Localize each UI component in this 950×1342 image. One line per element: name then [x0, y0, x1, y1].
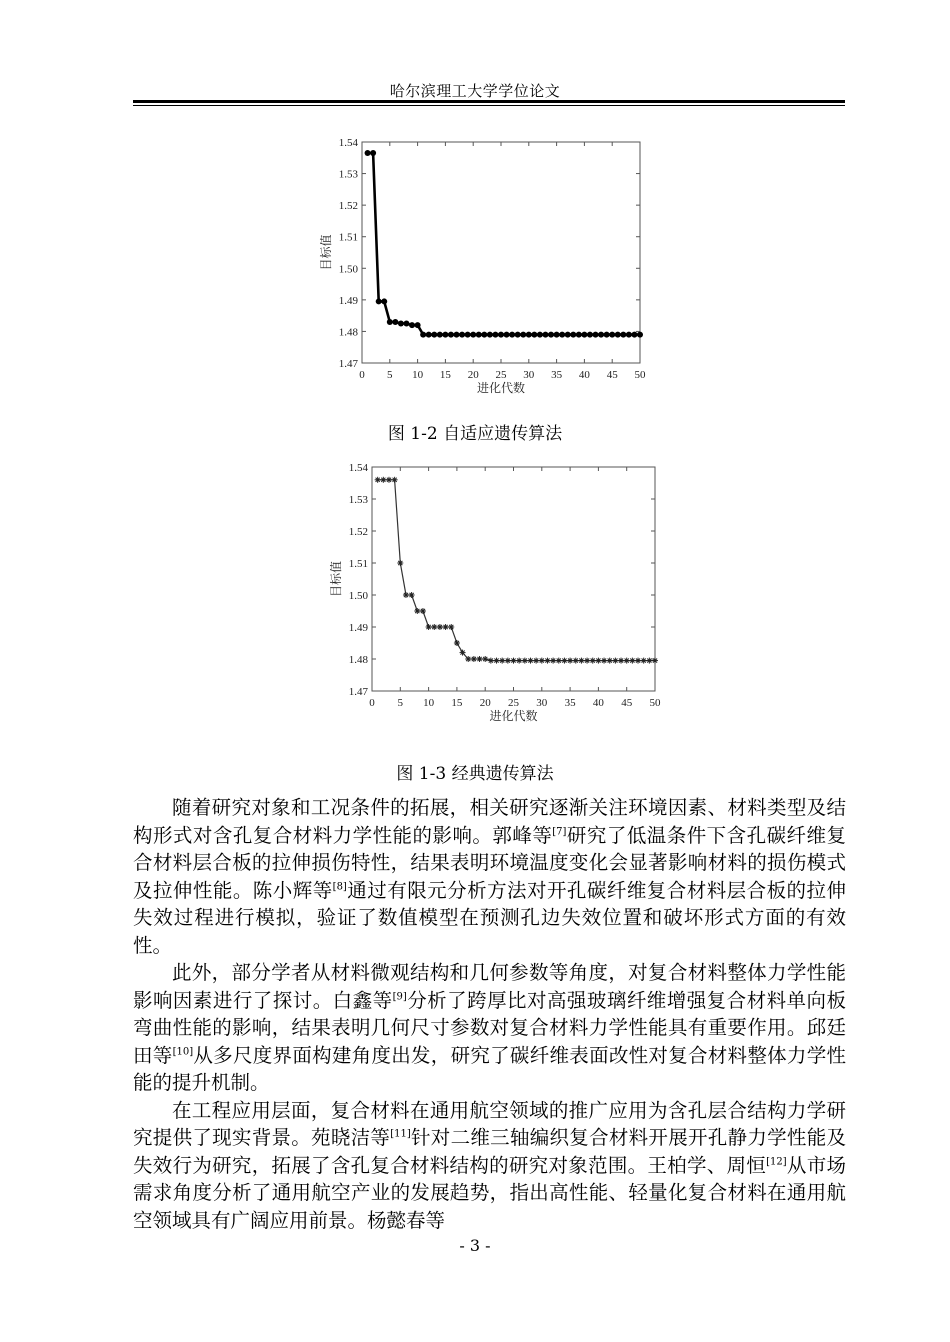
- y-tick-label: 1.50: [348, 590, 368, 602]
- data-point: [578, 658, 584, 664]
- data-point: [443, 624, 449, 630]
- x-tick-label: 20: [467, 369, 479, 381]
- body-text: [133, 794, 846, 1234]
- text-run: 此外，部分学者从材料微观结构和几何参数等角度，对复合材料整体力学性能影响因素进行了探讨。白鑫等: [133, 961, 846, 1012]
- data-point: [380, 477, 386, 483]
- x-tick-label: 50: [649, 697, 661, 709]
- y-tick-label: 1.53: [348, 494, 368, 506]
- data-point: [556, 658, 562, 664]
- x-tick-label: 15: [451, 697, 463, 709]
- data-point: [511, 658, 517, 664]
- data-point: [431, 624, 437, 630]
- data-point: [641, 658, 647, 664]
- data-point: [573, 658, 579, 664]
- text-run: 随着研究对象和工况条件的拓展，相关研究逐渐关注环境因素、材料类型及结构形式对含孔复合材料力学性能的影响。郭峰等: [133, 796, 846, 847]
- x-axis-label: 进化代数: [489, 709, 538, 723]
- figure-1-2-caption: 图 1-2 自适应遗传算法: [387, 424, 563, 444]
- y-axis-label: 目标值: [319, 234, 333, 271]
- data-point: [544, 658, 550, 664]
- y-tick-label: 1.52: [338, 200, 358, 213]
- x-tick-label: 50: [634, 369, 646, 381]
- page-number: - 3 -: [459, 1236, 491, 1255]
- x-axis-label: 进化代数: [476, 381, 526, 395]
- x-tick-label: 35: [551, 369, 563, 381]
- y-tick-label: 1.54: [338, 137, 358, 149]
- y-tick-label: 1.53: [338, 168, 358, 181]
- y-tick-label: 1.49: [338, 294, 358, 307]
- figure-1-3-caption: 图 1-3 经典遗传算法: [396, 764, 554, 784]
- x-tick-label: 5: [397, 697, 404, 709]
- data-point: [420, 608, 426, 614]
- text-run: 针对二维三轴编织复合材料开展开孔静力学性能及失效行为研究，拓展了含孔复合材料结构的研究对象范围。王柏学、周恒: [133, 1126, 846, 1177]
- x-tick-label: 40: [592, 697, 604, 709]
- data-point: [590, 658, 596, 664]
- data-point: [516, 658, 522, 664]
- data-point: [522, 658, 528, 664]
- y-tick-label: 1.52: [348, 526, 368, 538]
- running-header: 哈尔滨理工大学学位论文: [389, 82, 561, 100]
- x-tick-label: 20: [479, 697, 491, 709]
- x-tick-label: 25: [508, 697, 519, 709]
- series-line: [378, 480, 655, 661]
- data-point: [533, 658, 539, 664]
- data-point: [437, 624, 443, 630]
- y-tick-label: 1.47: [338, 358, 358, 370]
- y-axis-label: 目标值: [329, 560, 343, 598]
- data-point: [414, 608, 420, 614]
- citation-ref: [12]: [766, 1156, 787, 1167]
- data-point: [629, 658, 635, 664]
- x-tick-label: 25: [495, 369, 507, 381]
- data-point: [539, 658, 545, 664]
- citation-ref: [9]: [392, 991, 407, 1002]
- data-point: [375, 477, 381, 483]
- x-tick-label: 45: [606, 369, 618, 381]
- y-tick-label: 1.51: [348, 558, 368, 570]
- y-tick-label: 1.48: [348, 654, 368, 666]
- x-tick-label: 15: [439, 369, 451, 381]
- y-tick-label: 1.54: [348, 462, 368, 474]
- data-point: [426, 624, 432, 630]
- data-point: [505, 658, 511, 664]
- x-tick-label: 30: [523, 369, 535, 381]
- plot-frame: [372, 467, 655, 691]
- data-point: [612, 658, 618, 664]
- citation-ref: [10]: [172, 1046, 194, 1057]
- x-tick-label: 45: [621, 697, 633, 709]
- y-tick-label: 1.48: [338, 326, 358, 339]
- x-tick-label: 40: [578, 369, 590, 381]
- data-point: [460, 650, 466, 656]
- data-point: [527, 658, 533, 664]
- x-tick-label: 35: [564, 697, 576, 709]
- data-point: [409, 592, 415, 598]
- text-run: 分析了跨厚比对高强玻璃纤维增强复合材料单向板弯曲性能的影响，结果表明几何尺寸参数对复合材料力学性能具有重要作用。邱廷田等: [133, 988, 846, 1067]
- citation-ref: [7]: [552, 826, 567, 837]
- data-point: [601, 658, 607, 664]
- x-tick-label: 10: [423, 697, 435, 709]
- citation-ref: [8]: [332, 881, 347, 892]
- text-run: 在工程应用层面，复合材料在通用航空领域的推广应用为含孔层合结构力学研究提供了现实背景。苑晓洁等: [133, 1098, 846, 1149]
- text-run: 从多尺度界面构建角度出发，研究了碳纤维表面改性对复合材料整体力学性能的提升机制。: [133, 1043, 846, 1094]
- data-point: [494, 658, 500, 664]
- data-point: [635, 658, 641, 664]
- citation-ref: [11]: [390, 1128, 411, 1140]
- y-tick-label: 1.50: [338, 263, 358, 276]
- y-tick-label: 1.49: [348, 622, 368, 634]
- x-tick-label: 0: [359, 369, 365, 381]
- data-point: [550, 658, 556, 664]
- x-tick-label: 0: [369, 697, 375, 709]
- data-point: [454, 640, 460, 646]
- x-tick-label: 10: [412, 369, 424, 381]
- data-point: [618, 658, 624, 664]
- data-point: [471, 656, 477, 662]
- text-run: 通过有限元分析方法对开孔碳纤维复合材料层合板的拉伸失效过程进行模拟，验证了数值模型在预测孔边失效位置和破坏形式方面的有效性。: [133, 878, 846, 957]
- paragraph-1: [133, 794, 846, 959]
- y-tick-label: 1.47: [348, 686, 368, 698]
- x-tick-label: 5: [387, 369, 393, 381]
- data-point: [403, 592, 409, 598]
- data-point: [392, 477, 398, 483]
- data-point: [386, 477, 392, 483]
- data-point: [595, 658, 601, 664]
- data-point: [499, 658, 505, 664]
- data-point: [482, 656, 488, 662]
- data-point: [397, 560, 403, 566]
- data-point: [584, 658, 590, 664]
- y-tick-label: 1.51: [338, 231, 358, 244]
- data-point: [477, 656, 483, 662]
- data-point: [607, 658, 613, 664]
- text-run: 研究了低温条件下含孔碳纤维复合材料层合板的拉伸损伤特性，结果表明环境温度变化会显著影响材料的损伤模式及拉伸性能。陈小辉等: [133, 823, 846, 902]
- data-point: [448, 624, 454, 630]
- text-run: 从市场需求角度分析了通用航空产业的发展趋势，指出高性能、轻量化复合材料在通用航空领域具有广阔应用前景。杨懿春等: [133, 1153, 846, 1232]
- x-tick-label: 30: [536, 697, 548, 709]
- data-point: [652, 658, 658, 664]
- paragraph-2: [133, 959, 846, 1097]
- data-point: [488, 658, 494, 664]
- paragraph-3: [133, 1097, 846, 1235]
- data-point: [624, 658, 630, 664]
- data-point: [646, 658, 652, 664]
- data-point: [465, 656, 471, 662]
- data-point: [561, 658, 567, 664]
- data-point: [567, 658, 573, 664]
